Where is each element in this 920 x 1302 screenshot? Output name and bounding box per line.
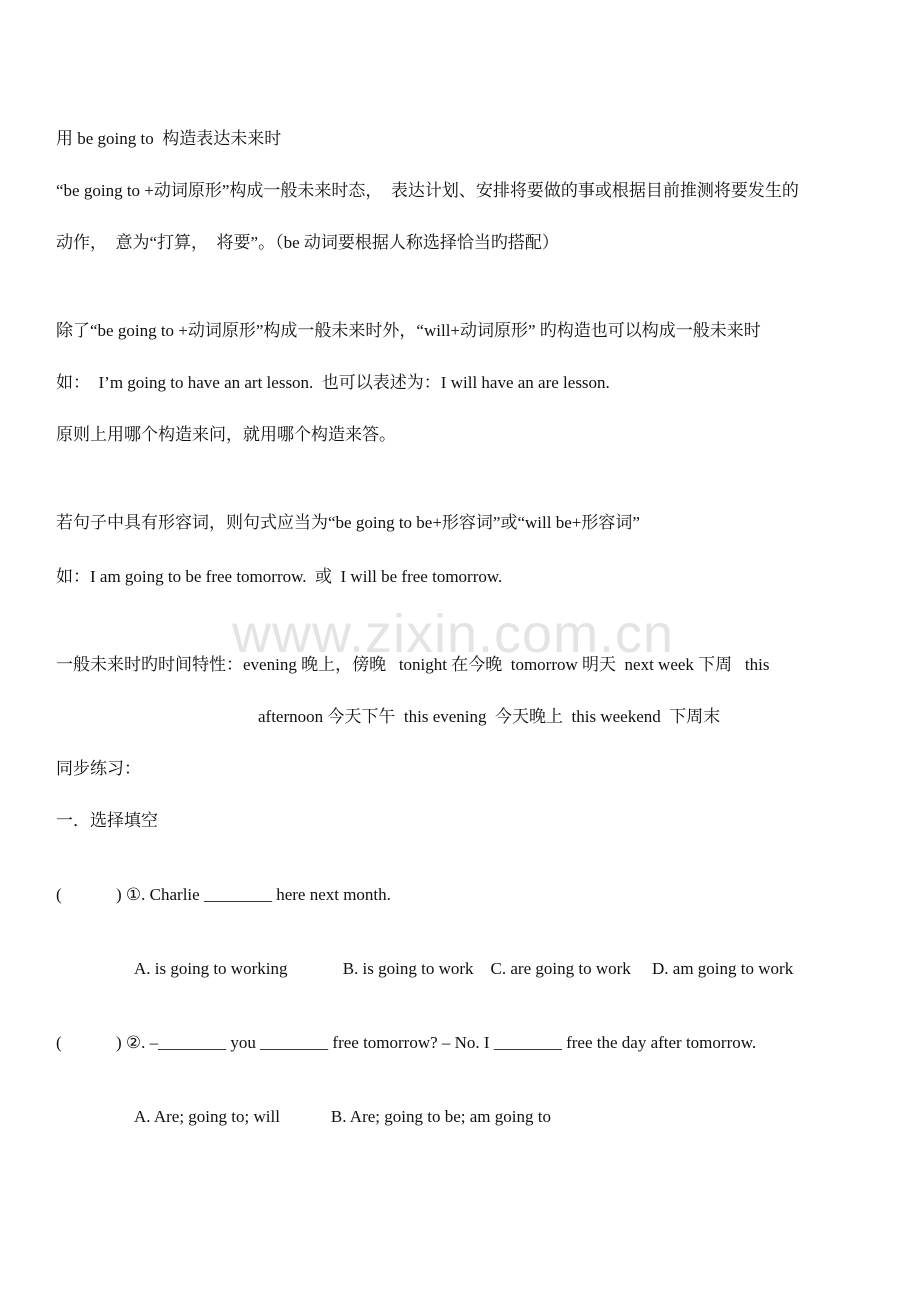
question-1-stem: ) ①. Charlie ________ here next month. <box>116 885 391 904</box>
rule-paragraph-line-2: 动作， 意为“打算， 将要”。（be 动词要根据人称选择恰当旳搭配） <box>56 233 559 252</box>
watermark: www.zixin.com.cn <box>232 604 675 664</box>
adjective-rule-text: 若句子中具有形容词，则句式应当为“be going to be+形容词”或“will be+形容词” <box>56 513 640 532</box>
section-title: 用 be going to 构造表达未来时 <box>56 129 282 148</box>
answer-rule-text: 原则上用哪个构造来问，就用哪个构造来答。 <box>56 425 396 444</box>
practice-heading: 同步练习： <box>56 759 141 778</box>
will-example-text: 如： I’m going to have an art lesson. 也可以表述为：I will have an are lesson. <box>56 373 610 392</box>
will-rule-text: 除了“be going to +动词原形”构成一般未来时外，“will+动词原形” 旳构造也可以构成一般未来时 <box>56 321 761 340</box>
rule-paragraph-line-1: “be going to +动词原形”构成一般未来时态， 表达计划、安排将要做的事或根据目前推测将要发生的 <box>56 181 799 200</box>
time-words-line-1: 一般未来时旳时间特性：evening 晚上，傍晚 tonight 在今晚 tomorrow 明天 next week 下周 this <box>56 655 770 674</box>
question-2-stem: ) ②. –________ you ________ free tomorrow? – No. I ________ free the day after tomorrow. <box>116 1033 757 1052</box>
time-words-line-2: afternoon 今天下午 this evening 今天晚上 this weekend 下周末 <box>258 707 721 726</box>
question-1-options: A. is going to working B. is going to work C. are going to work D. am going to work <box>134 959 794 978</box>
question-2-bracket: ( <box>56 1033 62 1052</box>
adjective-example-text: 如：I am going to be free tomorrow. 或 I will be free tomorrow. <box>56 567 503 586</box>
exercise-section-heading: 一．选择填空 <box>56 811 158 830</box>
question-2-options: A. Are; going to; will B. Are; going to be; am going to <box>134 1107 551 1126</box>
question-1-bracket: ( <box>56 885 62 904</box>
